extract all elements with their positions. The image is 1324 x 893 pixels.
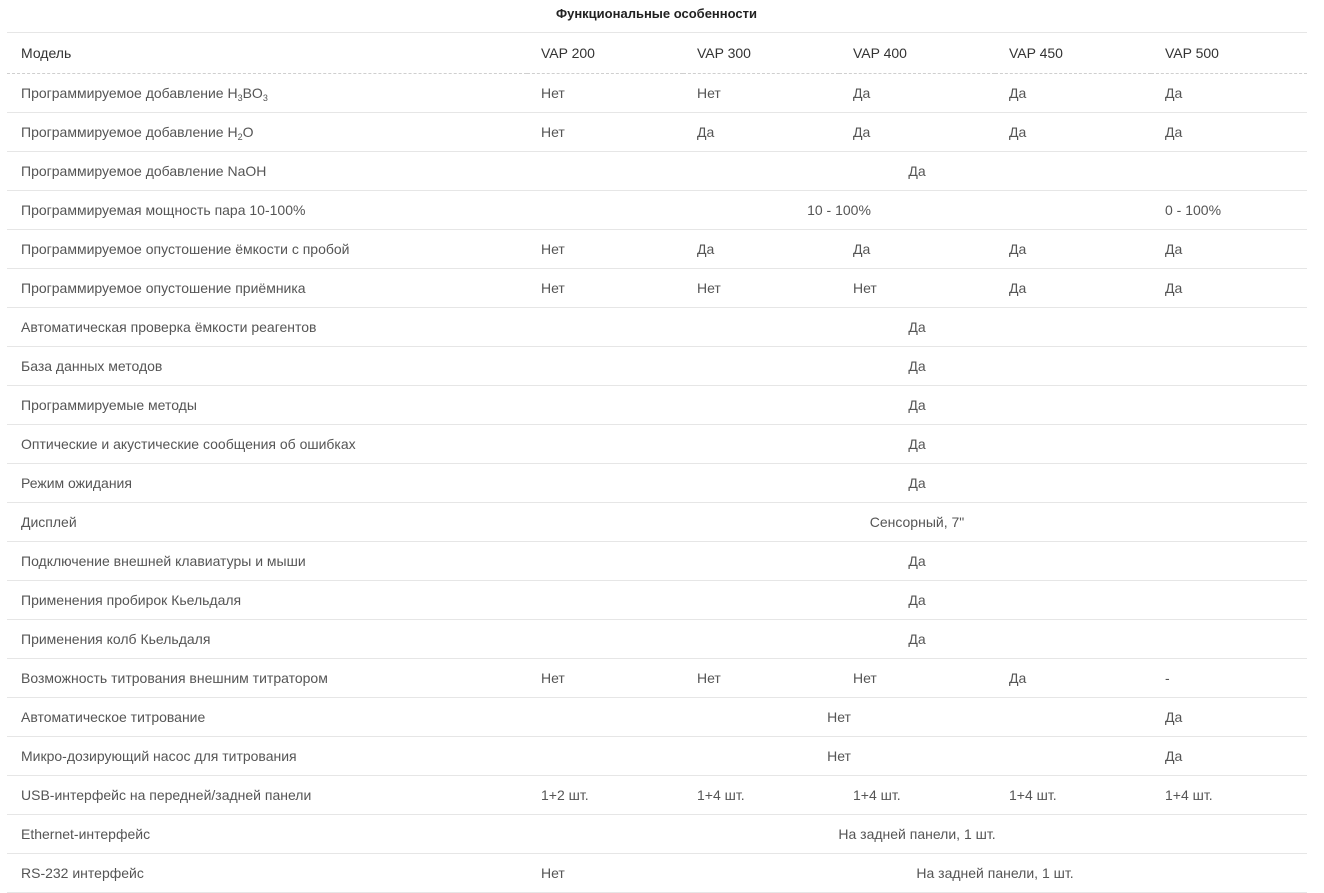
cell-all-models: Да — [527, 386, 1307, 425]
cell-vap-300: Да — [683, 113, 839, 152]
table-row — [7, 776, 1307, 815]
header-vap-200: VAP 200 — [527, 33, 683, 74]
cell-vap-450: Да — [995, 659, 1151, 698]
cell-vap-300: Нет — [683, 269, 839, 308]
table-row — [7, 737, 1307, 776]
row-label: USB-интерфейс на передней/задней панели — [7, 776, 527, 815]
row-label: Ethernet-интерфейс — [7, 815, 527, 854]
table-row — [7, 308, 1307, 347]
table-row — [7, 581, 1307, 620]
cell-vap-450: Да — [995, 113, 1151, 152]
header-vap-450: VAP 450 — [995, 33, 1151, 74]
row-label: RS-232 интерфейс — [7, 854, 527, 893]
table-row — [7, 230, 1307, 269]
table-row — [7, 347, 1307, 386]
cell-vap-400: 1+4 шт. — [839, 776, 995, 815]
cell-vap-500: 1+4 шт. — [1151, 776, 1307, 815]
table-row — [7, 542, 1307, 581]
cell-all-models: Да — [527, 308, 1307, 347]
table-row — [7, 659, 1307, 698]
cell-all-models: Да — [527, 581, 1307, 620]
table-row — [7, 464, 1307, 503]
row-label: Дисплей — [7, 503, 527, 542]
row-label: Программируемое добавление $H_2O$ — [7, 113, 527, 152]
cell-vap-300: Нет — [683, 659, 839, 698]
table-row — [7, 503, 1307, 542]
row-label: Программируемое добавление NaOH — [7, 152, 527, 191]
cell-vap-500: Да — [1151, 230, 1307, 269]
cell-all-models: Да — [527, 620, 1307, 659]
cell-vap-400: Да — [839, 113, 995, 152]
cell-vap-200-450: Нет — [527, 698, 1151, 737]
row-label: Применения колб Кьельдаля — [7, 620, 527, 659]
cell-vap-200: Нет — [527, 113, 683, 152]
table-row — [7, 386, 1307, 425]
row-label: Режим ожидания — [7, 464, 527, 503]
cell-vap-200: Нет — [527, 854, 683, 893]
table-row — [7, 113, 1307, 152]
cell-all-models: На задней панели, 1 шт. — [527, 815, 1307, 854]
cell-all-models: Сенсорный, 7" — [527, 503, 1307, 542]
cell-vap-450: Да — [995, 269, 1151, 308]
header-vap-400: VAP 400 — [839, 33, 995, 74]
cell-vap-300: Да — [683, 230, 839, 269]
cell-vap-500: 0 - 100% — [1151, 191, 1307, 230]
cell-vap-450: Да — [995, 230, 1151, 269]
cell-vap-200: Нет — [527, 74, 683, 113]
cell-all-models: Да — [527, 542, 1307, 581]
cell-vap-500: Да — [1151, 269, 1307, 308]
cell-vap-400: Да — [839, 74, 995, 113]
row-label: База данных методов — [7, 347, 527, 386]
cell-vap-400: Нет — [839, 269, 995, 308]
table-title: Функциональные особенности — [556, 6, 757, 21]
header-row — [7, 33, 1307, 74]
cell-vap-500: - — [1151, 659, 1307, 698]
row-label: Программируемое опустошение приёмника — [7, 269, 527, 308]
cell-all-models: Да — [527, 347, 1307, 386]
row-label: Программируемые методы — [7, 386, 527, 425]
cell-vap-500: Да — [1151, 74, 1307, 113]
row-label: Автоматическое титрование — [7, 698, 527, 737]
row-label: Оптические и акустические сообщения об ошибках — [7, 425, 527, 464]
cell-vap-500: Да — [1151, 737, 1307, 776]
cell-vap-300: Нет — [683, 74, 839, 113]
features-table — [7, 32, 1307, 893]
cell-vap-400: Нет — [839, 659, 995, 698]
cell-vap-200-450: Нет — [527, 737, 1151, 776]
table-row — [7, 620, 1307, 659]
table-row — [7, 854, 1307, 893]
table-row — [7, 698, 1307, 737]
cell-vap-500: Да — [1151, 698, 1307, 737]
cell-vap-450: Да — [995, 74, 1151, 113]
row-label: Программируемая мощность пара 10-100% — [7, 191, 527, 230]
table-row — [7, 269, 1307, 308]
cell-vap-200: Нет — [527, 269, 683, 308]
row-label: Возможность титрования внешним титратором — [7, 659, 527, 698]
row-label: Микро-дозирующий насос для титрования — [7, 737, 527, 776]
row-label: Применения пробирок Кьельдаля — [7, 581, 527, 620]
cell-vap-400: Да — [839, 230, 995, 269]
cell-all-models: Да — [527, 425, 1307, 464]
table-row — [7, 152, 1307, 191]
cell-vap-200: Нет — [527, 659, 683, 698]
cell-vap-450: 1+4 шт. — [995, 776, 1151, 815]
table-row — [7, 425, 1307, 464]
row-label: Автоматическая проверка ёмкости реагентов — [7, 308, 527, 347]
cell-vap-300: 1+4 шт. — [683, 776, 839, 815]
cell-vap-500: Да — [1151, 113, 1307, 152]
cell-all-models: Да — [527, 464, 1307, 503]
row-label: Программируемое добавление $H_3BO_3$ — [7, 74, 527, 113]
cell-all-models: Да — [527, 152, 1307, 191]
cell-vap-200-450: 10 - 100% — [527, 191, 1151, 230]
cell-vap-200: Нет — [527, 230, 683, 269]
header-vap-300: VAP 300 — [683, 33, 839, 74]
cell-vap-200: 1+2 шт. — [527, 776, 683, 815]
table-row — [7, 191, 1307, 230]
table-row — [7, 74, 1307, 113]
row-label: Программируемое опустошение ёмкости с пробой — [7, 230, 527, 269]
header-vap-500: VAP 500 — [1151, 33, 1307, 74]
header-model: Модель — [7, 33, 527, 74]
row-label: Подключение внешней клавиатуры и мыши — [7, 542, 527, 581]
cell-vap-300-500: На задней панели, 1 шт. — [683, 854, 1307, 893]
table-row — [7, 815, 1307, 854]
